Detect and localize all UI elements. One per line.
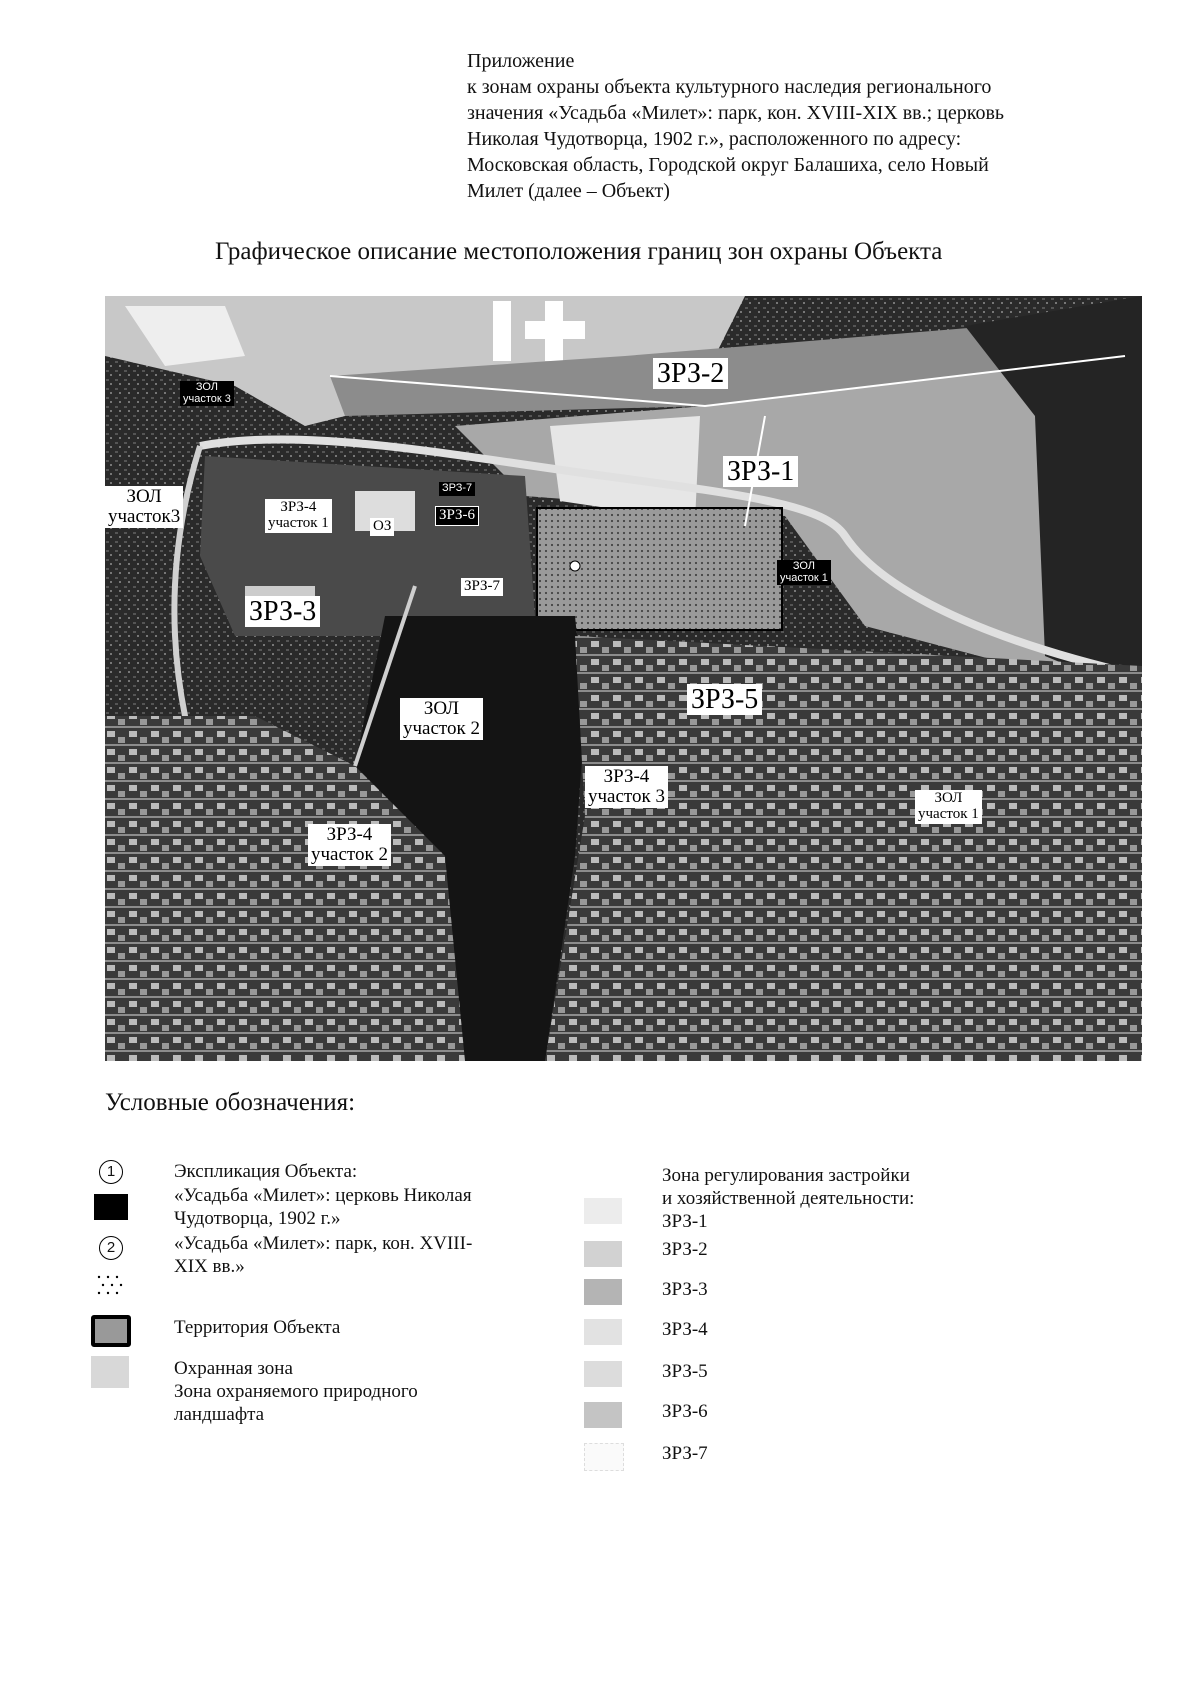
zrz-2-swatch <box>584 1241 622 1267</box>
label-text: участок 2 <box>403 717 480 739</box>
header-line: Приложение <box>467 50 575 72</box>
legend-line: Зона охраняемого природного <box>174 1381 418 1402</box>
map-imagery <box>105 296 1142 1061</box>
label-zrz-4-2 <box>308 824 391 866</box>
zrz-4-swatch <box>584 1319 622 1345</box>
label-zrz-6: ЗРЗ-6 <box>435 506 479 526</box>
item1-text <box>174 1184 472 1230</box>
header-line: к зонам охраны объекта культурного наследия регионального <box>467 76 992 98</box>
zrz-3-label: ЗРЗ-3 <box>662 1279 708 1300</box>
label-text: ЗОЛ <box>195 381 219 393</box>
satellite-map <box>105 296 1142 1061</box>
label-text: участок 1 <box>918 805 979 822</box>
appendix-header <box>467 48 1157 204</box>
zrz-1-swatch <box>584 1198 622 1224</box>
small-label-zol-3 <box>180 381 234 406</box>
small-label-zrz-7: ЗРЗ-7 <box>439 482 475 496</box>
zrz-3-swatch <box>584 1279 622 1305</box>
label-text: ЗОЛ <box>423 698 460 719</box>
label-zrz-2: ЗРЗ-2 <box>653 358 728 389</box>
label-text: участок 1 <box>780 571 828 584</box>
label-text: участок 2 <box>311 843 388 865</box>
protect-zone-swatch <box>91 1356 129 1388</box>
label-text: ЗОЛ <box>934 790 963 806</box>
small-label-zol-1 <box>777 560 831 585</box>
zrz-4-label: ЗРЗ-4 <box>662 1319 708 1340</box>
item2-text <box>174 1232 472 1278</box>
number-1-icon: 1 <box>99 1160 123 1184</box>
legend-line: «Усадьба «Милет»: церковь Николая <box>174 1185 472 1206</box>
explication-title: Экспликация Объекта: <box>174 1161 358 1182</box>
legend-line: Зона регулирования застройки <box>662 1165 910 1186</box>
label-text: ЗОЛ <box>792 560 816 572</box>
label-oz: ОЗ <box>370 518 394 536</box>
zrz-7-swatch <box>584 1443 624 1471</box>
label-text: ЗРЗ-4 <box>603 766 650 787</box>
header-line: значения «Усадьба «Милет»: парк, кон. XVIII-XIX вв.; церковь <box>467 102 1005 124</box>
label-text: ЗРЗ-4 <box>280 499 317 515</box>
legend-line: и хозяйственной деятельности: <box>662 1188 915 1209</box>
legend-line: «Усадьба «Милет»: парк, кон. XVIII- <box>174 1233 473 1254</box>
label-zol-1 <box>915 790 982 824</box>
legend-line: Охранная зона <box>174 1358 293 1379</box>
number-2-icon: 2 <box>99 1236 123 1260</box>
header-line: Николая Чудотворца, 1902 г.», расположенного по адресу: <box>467 128 962 150</box>
label-text: участок3 <box>108 505 181 527</box>
label-zrz-4-1 <box>265 499 332 533</box>
zrz-7-label: ЗРЗ-7 <box>662 1443 708 1464</box>
label-text: ЗРЗ-4 <box>326 824 373 845</box>
label-text: участок 3 <box>588 785 665 807</box>
label-text: ЗОЛ <box>126 486 162 507</box>
protect-zone-text <box>174 1357 418 1426</box>
legend-line: Чудотворца, 1902 г.» <box>174 1208 341 1229</box>
label-zrz-7: ЗРЗ-7 <box>461 578 503 596</box>
label-zol-2 <box>400 698 483 740</box>
zrz-6-swatch <box>584 1402 622 1428</box>
zrz-6-label: ЗРЗ-6 <box>662 1401 708 1422</box>
label-zrz-3: ЗРЗ-3 <box>245 596 320 627</box>
legend-line: XIX вв.» <box>174 1256 245 1277</box>
territory-swatch <box>91 1315 131 1347</box>
label-text: участок 1 <box>268 514 329 531</box>
label-zrz-1: ЗРЗ-1 <box>723 456 798 487</box>
label-text: участок 3 <box>183 392 231 405</box>
label-zrz-5: ЗРЗ-5 <box>687 684 762 715</box>
legend-title: Условные обозначения: <box>105 1089 356 1116</box>
dots-icon <box>94 1272 128 1298</box>
label-zol-3 <box>105 486 183 528</box>
page-title: Графическое описание местоположения границ зон охраны Объекта <box>215 238 943 265</box>
zrz-2-label: ЗРЗ-2 <box>662 1239 708 1260</box>
zrz-heading <box>662 1164 914 1210</box>
zrz-5-swatch <box>584 1361 622 1387</box>
header-line: Московская область, Городской округ Балашиха, село Новый <box>467 154 989 176</box>
territory-text: Территория Объекта <box>174 1317 341 1338</box>
legend-line: ландшафта <box>174 1404 265 1425</box>
label-zrz-4-3 <box>585 766 668 808</box>
header-line: Милет (далее – Объект) <box>467 180 670 202</box>
park-dots-swatch <box>94 1272 128 1298</box>
zrz-5-label: ЗРЗ-5 <box>662 1361 708 1382</box>
church-swatch <box>94 1194 128 1220</box>
zrz-1-label: ЗРЗ-1 <box>662 1211 708 1232</box>
